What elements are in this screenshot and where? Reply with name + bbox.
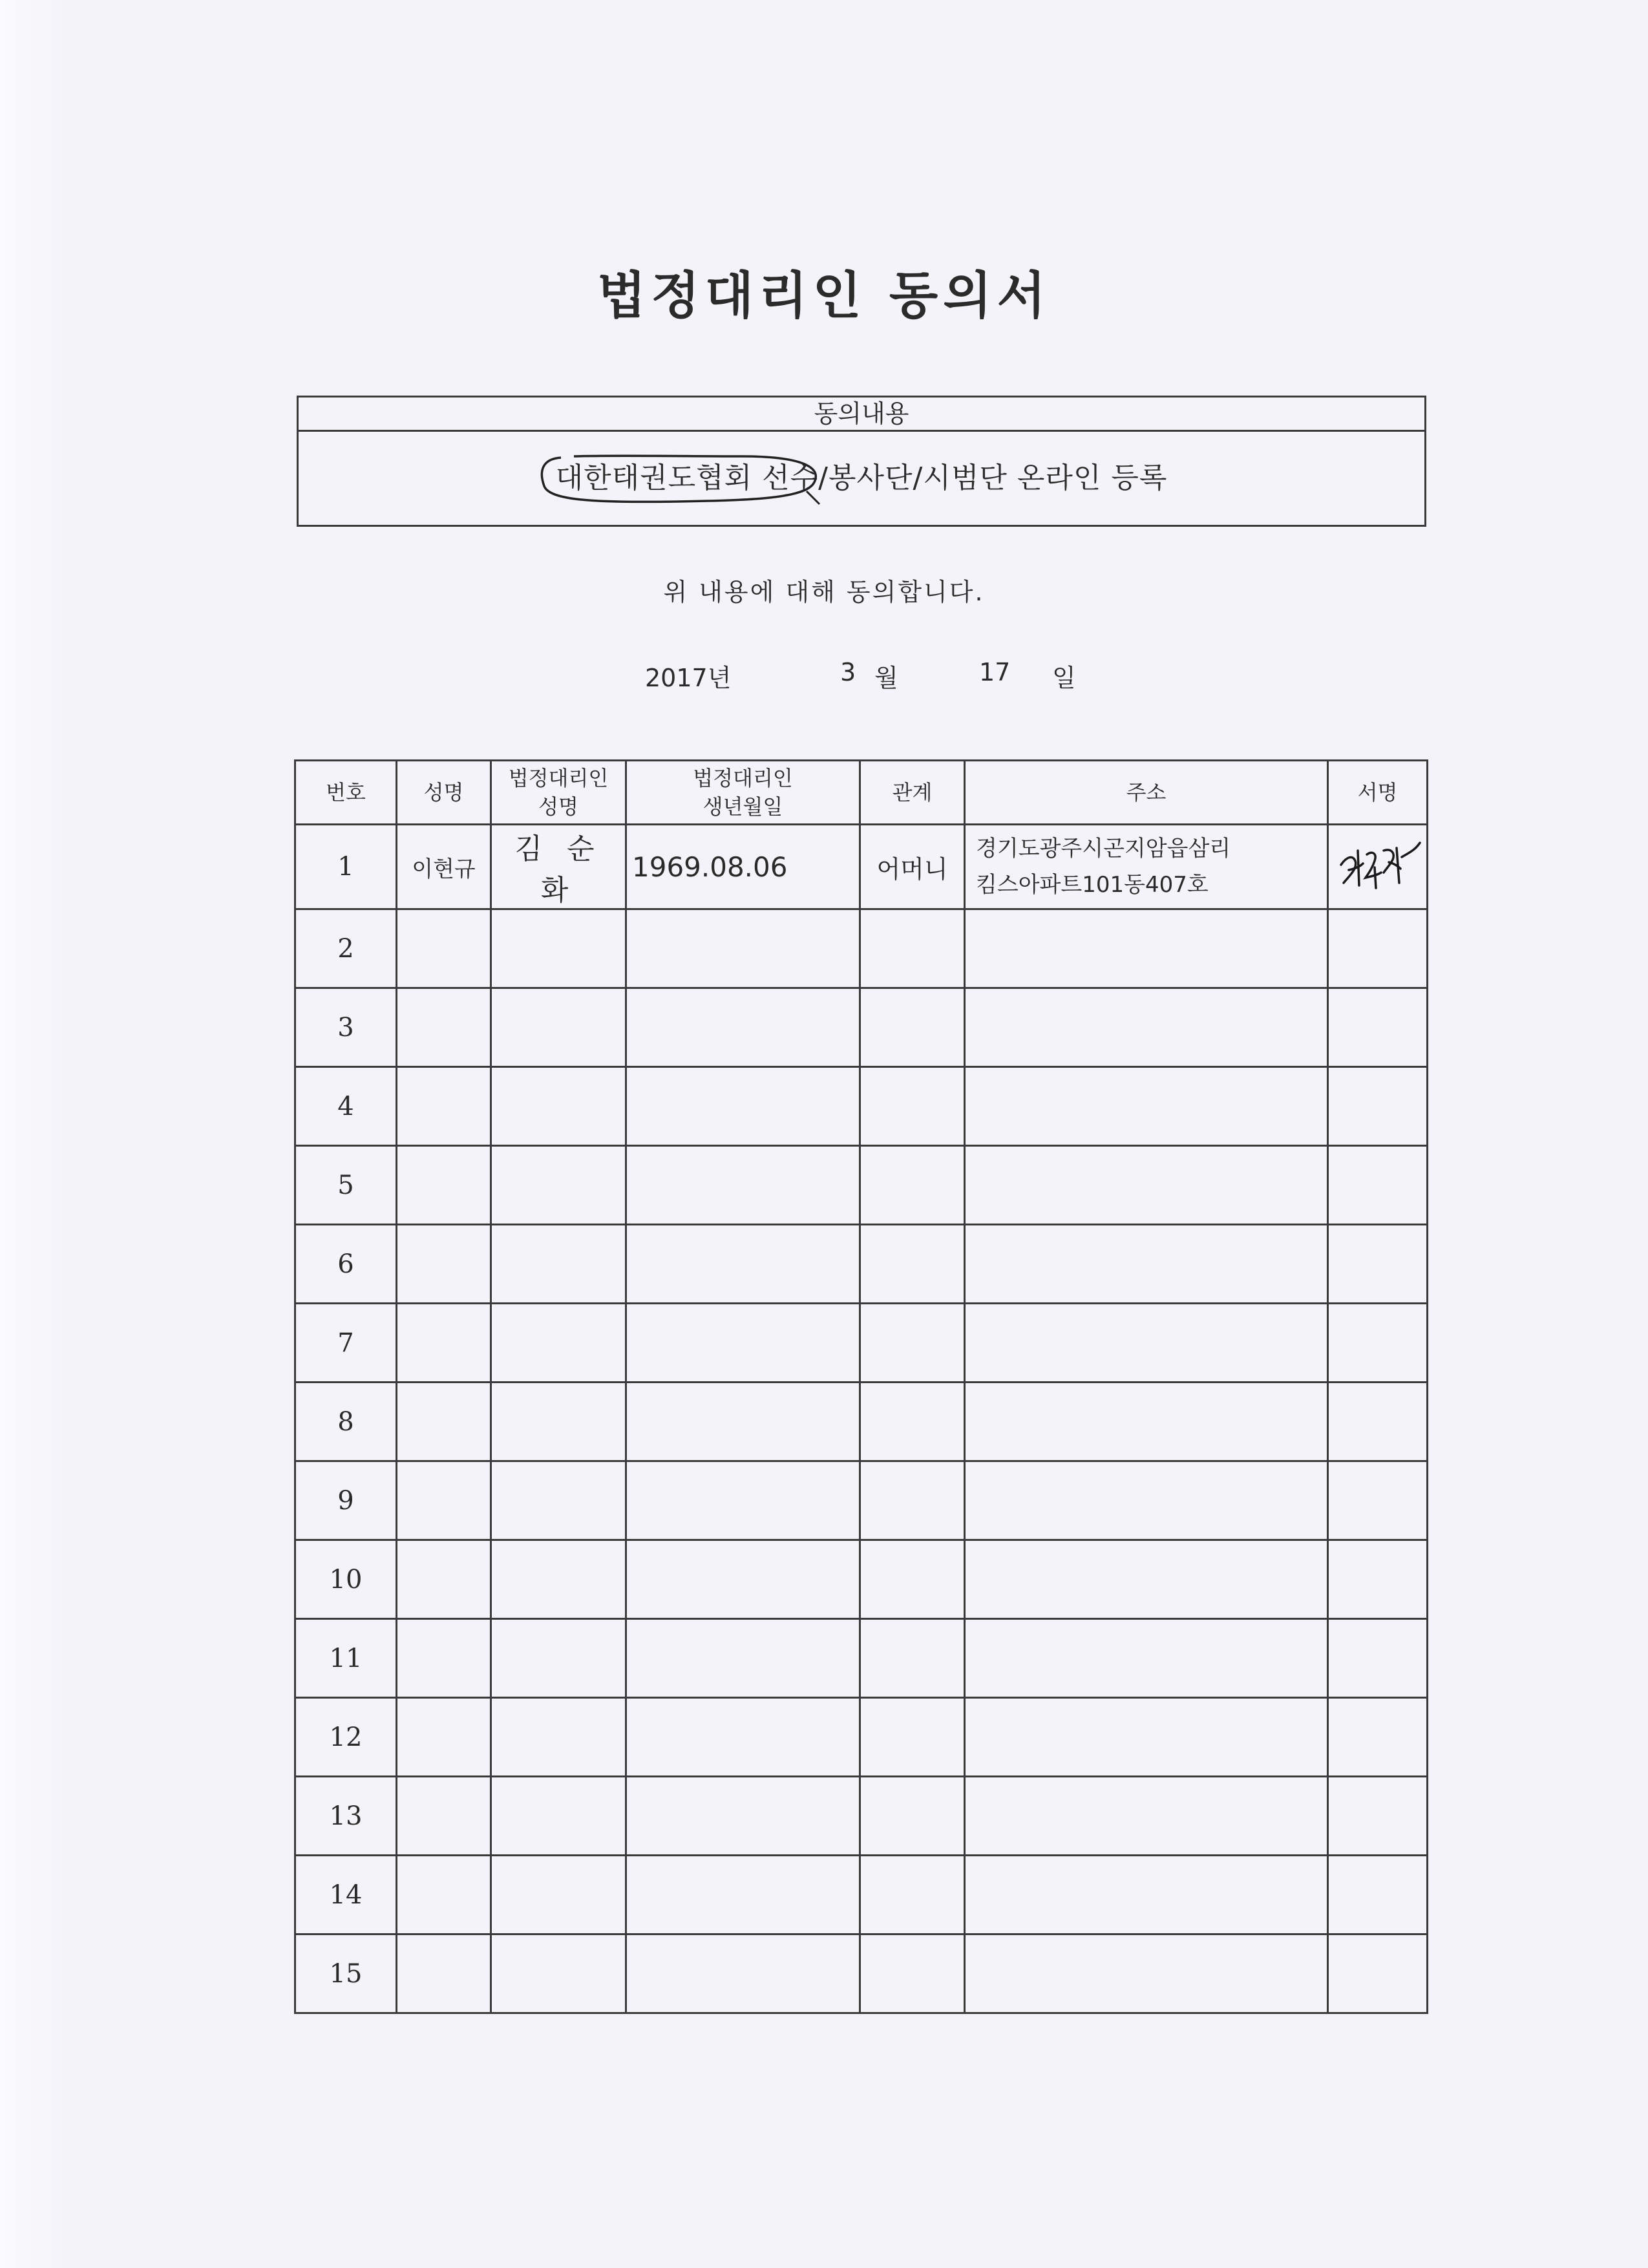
row-guardian-birth [626,1619,860,1698]
date-day-unit: 일 [1052,664,1076,692]
header-address: 주소 [965,761,1328,825]
row-name: 이현규 [397,825,491,909]
row-address [965,988,1328,1067]
row-no: 9 [295,1461,397,1540]
row-relation [860,1067,965,1146]
row-guardian-birth [626,1383,860,1461]
row-name [397,1383,491,1461]
row-address [965,909,1328,988]
row-signature [1328,988,1428,1067]
header-guardian-birth-line1: 법정대리인 [693,766,793,790]
row-relation [860,1619,965,1698]
row-name [397,1146,491,1225]
row-address-line1: 경기도광주시곤지암읍삼리 [976,836,1231,862]
consent-body [299,432,1424,525]
row-signature [1328,1619,1428,1698]
row-guardian-birth [626,1540,860,1619]
row-guardian-name [491,1698,626,1777]
table-row [295,1067,1428,1146]
row-relation [860,1934,965,2013]
header-guardian-name-line1: 법정대리인 [508,766,609,790]
row-no: 1 [295,825,397,909]
row-guardian-birth [626,1225,860,1304]
row-no: 15 [295,1934,397,2013]
table-row [295,1461,1428,1540]
document-title: 법정대리인 동의서 [597,266,1051,325]
date-month-unit: 월 [874,664,898,692]
row-no: 5 [295,1146,397,1225]
table-row [295,1304,1428,1383]
row-address [965,825,1328,909]
table-row [295,1856,1428,1934]
table-row [295,1777,1428,1856]
row-signature [1328,1304,1428,1383]
row-guardian-name [491,1461,626,1540]
row-guardian-birth [626,1304,860,1383]
row-guardian-birth [626,1856,860,1934]
table-row [295,1383,1428,1461]
row-address [965,1698,1328,1777]
row-signature [1328,1540,1428,1619]
guardian-table [294,759,1428,2014]
table-row [295,909,1428,988]
table-row [295,1619,1428,1698]
row-relation [860,1383,965,1461]
row-relation [860,1777,965,1856]
row-no: 13 [295,1777,397,1856]
row-guardian-birth: 1969.08.06 [626,825,860,909]
row-address [965,1619,1328,1698]
consent-header: 동의내용 [299,397,1424,432]
row-relation [860,1698,965,1777]
date-year: 2017년 [645,664,732,692]
row-relation [860,988,965,1067]
row-address [965,1540,1328,1619]
row-no: 4 [295,1067,397,1146]
row-guardian-name [491,1304,626,1383]
consent-body-text: 대한태권도협회 선수/봉사단/시범단 온라인 등록 [555,461,1168,494]
header-relation: 관계 [860,761,965,825]
row-relation [860,909,965,988]
row-no: 3 [295,988,397,1067]
row-guardian-name [491,1856,626,1934]
row-relation: 어머니 [860,825,965,909]
row-no: 14 [295,1856,397,1934]
header-name: 성명 [397,761,491,825]
table-row [295,1540,1428,1619]
row-relation [860,1856,965,1934]
row-address [965,1067,1328,1146]
row-guardian-birth [626,1146,860,1225]
row-name [397,1777,491,1856]
date-month-value: 3 [840,658,856,686]
date-day-value: 17 [979,658,1011,686]
row-guardian-name [491,1383,626,1461]
table-row [295,1934,1428,2013]
agreement-statement: 위 내용에 대해 동의합니다. [663,578,985,606]
table-row [295,825,1428,909]
row-signature [1328,1934,1428,2013]
row-address [965,1856,1328,1934]
row-name [397,1934,491,2013]
row-relation [860,1540,965,1619]
row-guardian-name [491,1619,626,1698]
row-guardian-birth [626,988,860,1067]
row-name [397,988,491,1067]
header-no: 번호 [295,761,397,825]
table-row [295,1225,1428,1304]
row-name [397,1856,491,1934]
row-guardian-birth [626,1934,860,2013]
row-signature [1328,825,1428,909]
header-guardian-birth [626,761,860,825]
row-guardian-name: 김 순 화 [491,825,626,909]
row-address [965,1225,1328,1304]
row-address [965,1383,1328,1461]
table-header-row [295,761,1428,825]
row-name [397,1304,491,1383]
table-row [295,988,1428,1067]
header-guardian-name [491,761,626,825]
row-relation [860,1304,965,1383]
header-guardian-birth-line2: 생년월일 [703,794,783,819]
row-relation [860,1461,965,1540]
row-guardian-name [491,1777,626,1856]
row-guardian-birth [626,1698,860,1777]
row-no: 8 [295,1383,397,1461]
row-relation [860,1146,965,1225]
row-address [965,1934,1328,2013]
row-guardian-birth [626,1461,860,1540]
row-signature [1328,1777,1428,1856]
row-address [965,1146,1328,1225]
row-no: 11 [295,1619,397,1698]
row-relation [860,1225,965,1304]
row-address [965,1304,1328,1383]
row-signature [1328,909,1428,988]
row-signature [1328,1698,1428,1777]
row-address [965,1461,1328,1540]
row-guardian-name [491,1934,626,2013]
row-no: 12 [295,1698,397,1777]
row-name [397,1540,491,1619]
row-guardian-name [491,1146,626,1225]
row-guardian-birth [626,909,860,988]
row-guardian-name [491,909,626,988]
header-signature: 서명 [1328,761,1428,825]
consent-box [297,396,1426,527]
row-signature [1328,1067,1428,1146]
table-row [295,1698,1428,1777]
row-guardian-name [491,1540,626,1619]
row-name [397,1461,491,1540]
row-no: 2 [295,909,397,988]
row-name [397,1698,491,1777]
row-signature [1328,1461,1428,1540]
row-name [397,1225,491,1304]
row-address-line2: 킴스아파트101동407호 [976,872,1209,898]
row-guardian-birth [626,1777,860,1856]
table-row [295,1146,1428,1225]
row-name [397,1619,491,1698]
row-guardian-birth [626,1067,860,1146]
row-guardian-name [491,1067,626,1146]
row-no: 7 [295,1304,397,1383]
row-name [397,909,491,988]
row-no: 6 [295,1225,397,1304]
row-name [397,1067,491,1146]
row-guardian-name [491,988,626,1067]
row-signature [1328,1383,1428,1461]
row-signature [1328,1225,1428,1304]
handwritten-signature [1329,831,1426,896]
header-guardian-name-line2: 성명 [538,794,578,819]
row-guardian-name [491,1225,626,1304]
row-address [965,1777,1328,1856]
scan-page-edge [0,0,65,2268]
row-no: 10 [295,1540,397,1619]
row-signature [1328,1856,1428,1934]
row-signature [1328,1146,1428,1225]
